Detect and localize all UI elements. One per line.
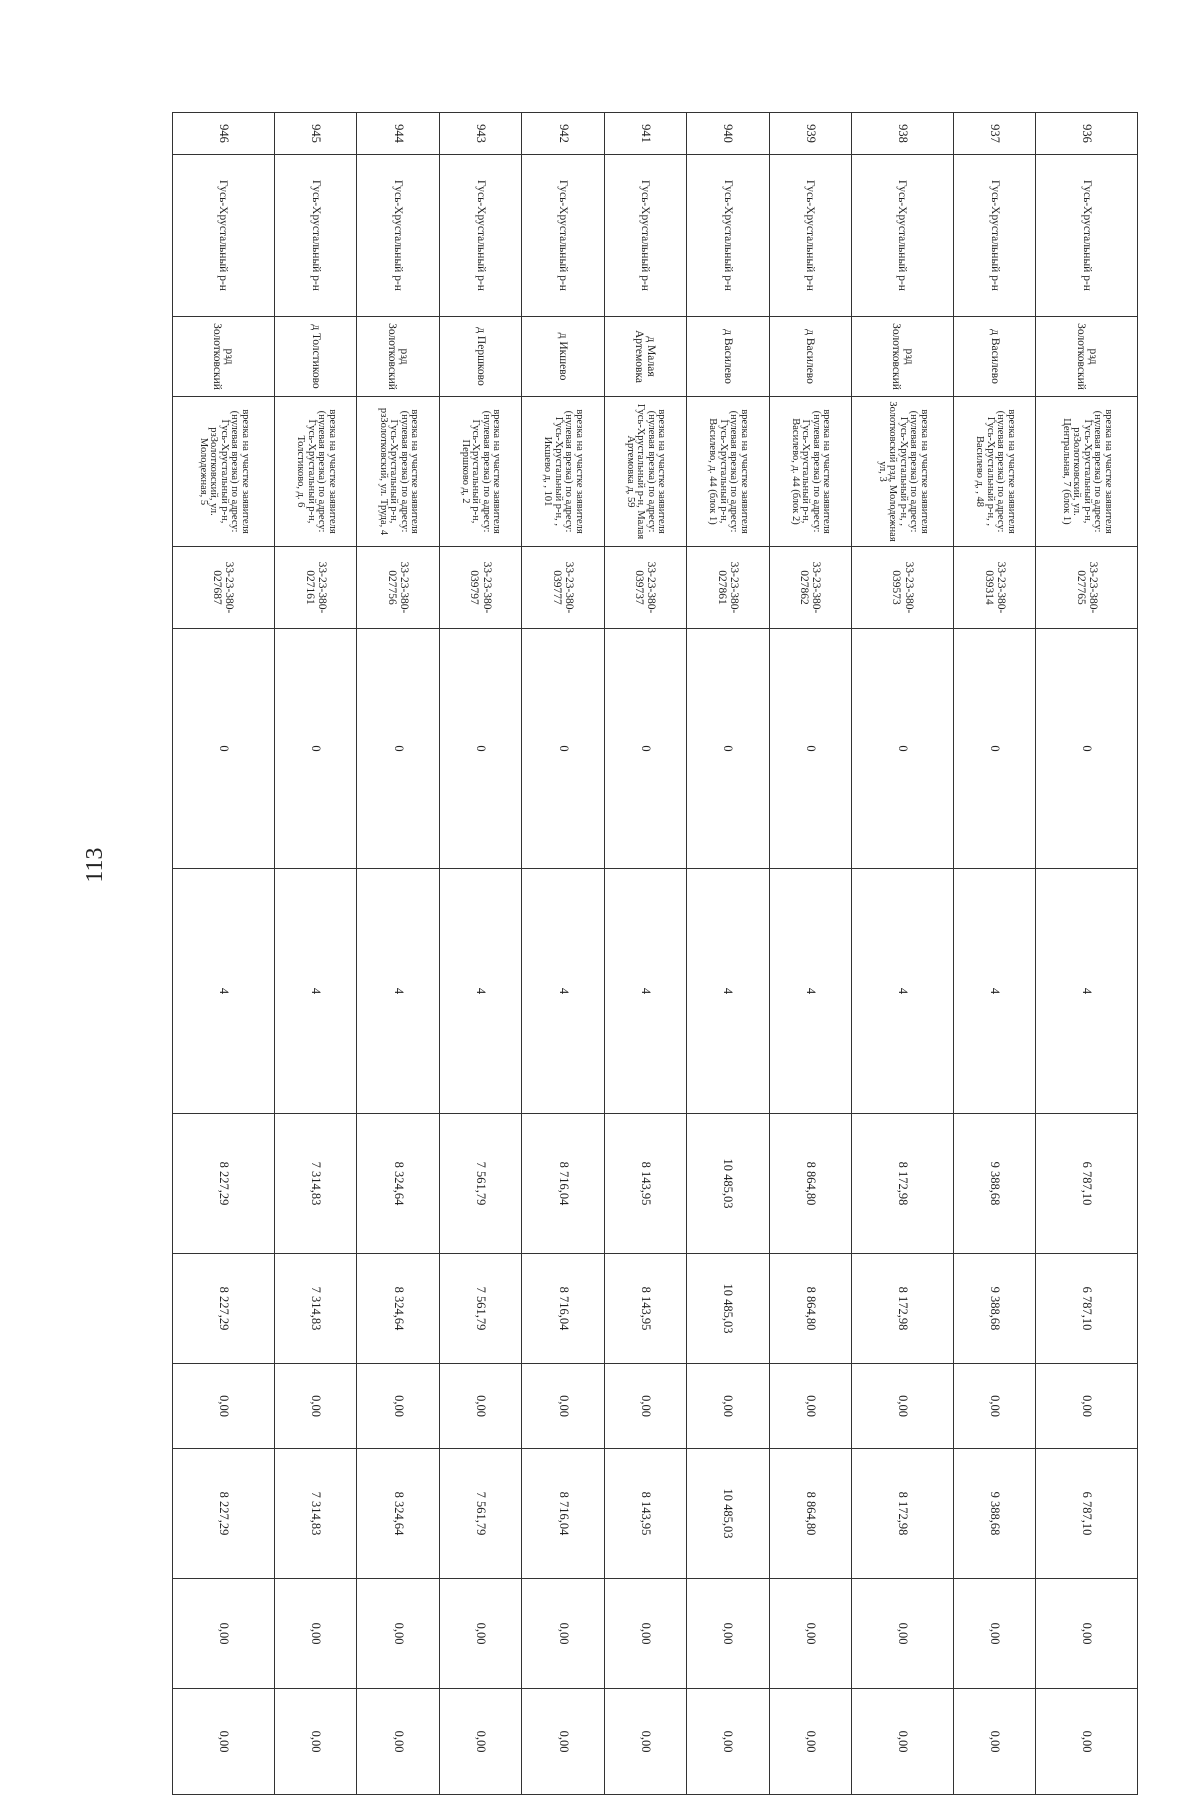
district-cell: Гусь-Хрустальный р-н (357, 155, 439, 317)
value-col-3-cell: 7 314,83 (274, 1114, 356, 1254)
value-col-7-cell: 0,00 (852, 1579, 954, 1689)
value-col-6-cell: 9 388,68 (953, 1449, 1035, 1579)
row-number-cell: 946 (173, 113, 275, 155)
value-col-3-cell: 8 716,04 (522, 1114, 604, 1254)
cadastre-number-cell: 33-23-380-039737 (604, 547, 686, 629)
description-cell: врезка на участке заявителя (нулевая врезка) по адресу: Гусь-Хрустальный р-н, рзЗолотковский, ул. Труда, 4 (357, 397, 439, 547)
table-row (522, 113, 604, 1795)
value-col-4-cell: 6 787,10 (1036, 1254, 1138, 1364)
data-table (172, 112, 1138, 1795)
settlement-cell: д Икшево (522, 317, 604, 397)
value-col-3-cell: 9 388,68 (953, 1114, 1035, 1254)
table-row (357, 113, 439, 1795)
value-col-4-cell: 8 143,95 (604, 1254, 686, 1364)
settlement-cell: рзд Золотковский (173, 317, 275, 397)
value-col-4-cell: 8 716,04 (522, 1254, 604, 1364)
row-number-cell: 941 (604, 113, 686, 155)
value-col-6-cell: 8 143,95 (604, 1449, 686, 1579)
settlement-cell: д Малая Артемовка (604, 317, 686, 397)
value-col-3-cell: 8 324,64 (357, 1114, 439, 1254)
district-cell: Гусь-Хрустальный р-н (1036, 155, 1138, 317)
value-col-8-cell: 0,00 (522, 1689, 604, 1795)
table-row (173, 113, 275, 1795)
value-col-8-cell: 0,00 (604, 1689, 686, 1795)
value-col-3-cell: 8 864,80 (769, 1114, 851, 1254)
table-row (274, 113, 356, 1795)
district-cell: Гусь-Хрустальный р-н (274, 155, 356, 317)
value-col-3-cell: 8 227,29 (173, 1114, 275, 1254)
value-col-7-cell: 0,00 (769, 1579, 851, 1689)
value-col-6-cell: 8 172,98 (852, 1449, 954, 1579)
value-col-8-cell: 0,00 (274, 1689, 356, 1795)
table-row (439, 113, 521, 1795)
district-cell: Гусь-Хрустальный р-н (173, 155, 275, 317)
description-cell: врезка на участке заявителя (нулевая врезка) по адресу: Гусь-Хрустальный р-н, Василево, д. 44 (блок 1) (687, 397, 769, 547)
value-col-3-cell: 7 561,79 (439, 1114, 521, 1254)
value-col-2-cell: 4 (769, 869, 851, 1114)
value-col-2-cell: 4 (604, 869, 686, 1114)
row-number-cell: 940 (687, 113, 769, 155)
value-col-7-cell: 0,00 (274, 1579, 356, 1689)
table-row (953, 113, 1035, 1795)
settlement-cell: рзд Золотковский (852, 317, 954, 397)
value-col-8-cell: 0,00 (769, 1689, 851, 1795)
district-cell: Гусь-Хрустальный р-н (687, 155, 769, 317)
value-col-2-cell: 4 (687, 869, 769, 1114)
value-col-4-cell: 10 485,03 (687, 1254, 769, 1364)
value-col-5-cell: 0,00 (439, 1364, 521, 1449)
value-col-7-cell: 0,00 (439, 1579, 521, 1689)
value-col-8-cell: 0,00 (953, 1689, 1035, 1795)
cadastre-number-cell: 33-23-380-039314 (953, 547, 1035, 629)
value-col-2-cell: 4 (1036, 869, 1138, 1114)
cadastre-number-cell: 33-23-380-027756 (357, 547, 439, 629)
value-col-6-cell: 8 716,04 (522, 1449, 604, 1579)
value-col-4-cell: 7 314,83 (274, 1254, 356, 1364)
value-col-6-cell: 10 485,03 (687, 1449, 769, 1579)
table-row (687, 113, 769, 1795)
table-row (769, 113, 851, 1795)
value-col-2-cell: 4 (357, 869, 439, 1114)
settlement-cell: д Василево (687, 317, 769, 397)
value-col-7-cell: 0,00 (357, 1579, 439, 1689)
district-cell: Гусь-Хрустальный р-н (439, 155, 521, 317)
value-col-1-cell: 0 (439, 629, 521, 869)
row-number-cell: 937 (953, 113, 1035, 155)
description-cell: врезка на участке заявителя (нулевая врезка) по адресу: Гусь-Хрустальный р-н, Першково д, 2 (439, 397, 521, 547)
cadastre-number-cell: 33-23-380-039797 (439, 547, 521, 629)
value-col-3-cell: 10 485,03 (687, 1114, 769, 1254)
value-col-2-cell: 4 (852, 869, 954, 1114)
value-col-2-cell: 4 (274, 869, 356, 1114)
value-col-8-cell: 0,00 (439, 1689, 521, 1795)
row-number-cell: 945 (274, 113, 356, 155)
value-col-7-cell: 0,00 (173, 1579, 275, 1689)
district-cell: Гусь-Хрустальный р-н (604, 155, 686, 317)
value-col-1-cell: 0 (604, 629, 686, 869)
value-col-1-cell: 0 (1036, 629, 1138, 869)
value-col-4-cell: 8 324,64 (357, 1254, 439, 1364)
description-cell: врезка на участке заявителя (нулевая врезка) по адресу: Гусь-Хрустальный р-н, , Золотковский рзд, Молодежная ул, 3 (852, 397, 954, 547)
value-col-4-cell: 9 388,68 (953, 1254, 1035, 1364)
settlement-cell: д Василево (953, 317, 1035, 397)
value-col-5-cell: 0,00 (769, 1364, 851, 1449)
value-col-6-cell: 8 227,29 (173, 1449, 275, 1579)
value-col-2-cell: 4 (522, 869, 604, 1114)
value-col-4-cell: 8 172,98 (852, 1254, 954, 1364)
row-number-cell: 943 (439, 113, 521, 155)
value-col-8-cell: 0,00 (357, 1689, 439, 1795)
value-col-5-cell: 0,00 (852, 1364, 954, 1449)
description-cell: врезка на участке заявителя (нулевая врезка) по адресу: Гусь-Хрустальный р-н, , Икшево д, , 101 (522, 397, 604, 547)
value-col-5-cell: 0,00 (687, 1364, 769, 1449)
row-number-cell: 939 (769, 113, 851, 155)
value-col-6-cell: 7 561,79 (439, 1449, 521, 1579)
settlement-cell: рзд Золотковский (1036, 317, 1138, 397)
district-cell: Гусь-Хрустальный р-н (953, 155, 1035, 317)
value-col-6-cell: 8 864,80 (769, 1449, 851, 1579)
row-number-cell: 936 (1036, 113, 1138, 155)
value-col-5-cell: 0,00 (274, 1364, 356, 1449)
page-number: 113 (81, 847, 108, 883)
value-col-3-cell: 8 172,98 (852, 1114, 954, 1254)
value-col-3-cell: 6 787,10 (1036, 1114, 1138, 1254)
settlement-cell: д Василево (769, 317, 851, 397)
value-col-1-cell: 0 (769, 629, 851, 869)
value-col-7-cell: 0,00 (687, 1579, 769, 1689)
row-number-cell: 944 (357, 113, 439, 155)
district-cell: Гусь-Хрустальный р-н (522, 155, 604, 317)
value-col-1-cell: 0 (274, 629, 356, 869)
cadastre-number-cell: 33-23-380-027861 (687, 547, 769, 629)
table-body (173, 113, 1138, 1795)
value-col-1-cell: 0 (357, 629, 439, 869)
value-col-5-cell: 0,00 (953, 1364, 1035, 1449)
table-row (604, 113, 686, 1795)
value-col-8-cell: 0,00 (1036, 1689, 1138, 1795)
data-table-frame (172, 112, 1138, 1753)
description-cell: врезка на участке заявителя (нулевая врезка) по адресу: Гусь-Хрустальный р-н, Толстиково, д. 6 (274, 397, 356, 547)
value-col-2-cell: 4 (173, 869, 275, 1114)
value-col-5-cell: 0,00 (357, 1364, 439, 1449)
value-col-5-cell: 0,00 (604, 1364, 686, 1449)
description-cell: врезка на участке заявителя (нулевая врезка) по адресу: Гусь-Хрустальный р-н, рзЗолотковский, ул. Центральная, 7 (блок 1) (1036, 397, 1138, 547)
description-cell: врезка на участке заявителя (нулевая врезка) по адресу: Гусь-Хрустальный р-н, , Василево д, , 48 (953, 397, 1035, 547)
value-col-1-cell: 0 (852, 629, 954, 869)
value-col-8-cell: 0,00 (852, 1689, 954, 1795)
district-cell: Гусь-Хрустальный р-н (769, 155, 851, 317)
cadastre-number-cell: 33-23-380-027862 (769, 547, 851, 629)
value-col-4-cell: 8 864,80 (769, 1254, 851, 1364)
value-col-7-cell: 0,00 (604, 1579, 686, 1689)
settlement-cell: д Толстиково (274, 317, 356, 397)
cadastre-number-cell: 33-23-380-027161 (274, 547, 356, 629)
description-cell: врезка на участке заявителя (нулевая врезка) по адресу: Гусь-Хрустальный р-н, Василево, д. 44 (блок 2) (769, 397, 851, 547)
cadastre-number-cell: 33-23-380-039777 (522, 547, 604, 629)
value-col-1-cell: 0 (953, 629, 1035, 869)
value-col-2-cell: 4 (953, 869, 1035, 1114)
value-col-7-cell: 0,00 (522, 1579, 604, 1689)
cadastre-number-cell: 33-23-380-027765 (1036, 547, 1138, 629)
value-col-6-cell: 8 324,64 (357, 1449, 439, 1579)
cadastre-number-cell: 33-23-380-027687 (173, 547, 275, 629)
value-col-3-cell: 8 143,95 (604, 1114, 686, 1254)
row-number-cell: 942 (522, 113, 604, 155)
value-col-7-cell: 0,00 (1036, 1579, 1138, 1689)
settlement-cell: рзд Золотковский (357, 317, 439, 397)
cadastre-number-cell: 33-23-380-039573 (852, 547, 954, 629)
settlement-cell: д Першково (439, 317, 521, 397)
value-col-2-cell: 4 (439, 869, 521, 1114)
value-col-7-cell: 0,00 (953, 1579, 1035, 1689)
value-col-8-cell: 0,00 (687, 1689, 769, 1795)
value-col-4-cell: 7 561,79 (439, 1254, 521, 1364)
row-number-cell: 938 (852, 113, 954, 155)
value-col-6-cell: 7 314,83 (274, 1449, 356, 1579)
value-col-5-cell: 0,00 (173, 1364, 275, 1449)
value-col-8-cell: 0,00 (173, 1689, 275, 1795)
table-row (1036, 113, 1138, 1795)
table-row (852, 113, 954, 1795)
value-col-1-cell: 0 (173, 629, 275, 869)
value-col-1-cell: 0 (687, 629, 769, 869)
value-col-5-cell: 0,00 (1036, 1364, 1138, 1449)
description-cell: врезка на участке заявителя (нулевая врезка) по адресу: Гусь-Хрустальный р-н, Малая Артемовка д, 59 (604, 397, 686, 547)
value-col-4-cell: 8 227,29 (173, 1254, 275, 1364)
district-cell: Гусь-Хрустальный р-н (852, 155, 954, 317)
value-col-6-cell: 6 787,10 (1036, 1449, 1138, 1579)
description-cell: врезка на участке заявителя (нулевая врезка) по адресу: Гусь-Хрустальный р-н, рзЗолотковский, ул. Молодежная, 5 (173, 397, 275, 547)
value-col-1-cell: 0 (522, 629, 604, 869)
value-col-5-cell: 0,00 (522, 1364, 604, 1449)
